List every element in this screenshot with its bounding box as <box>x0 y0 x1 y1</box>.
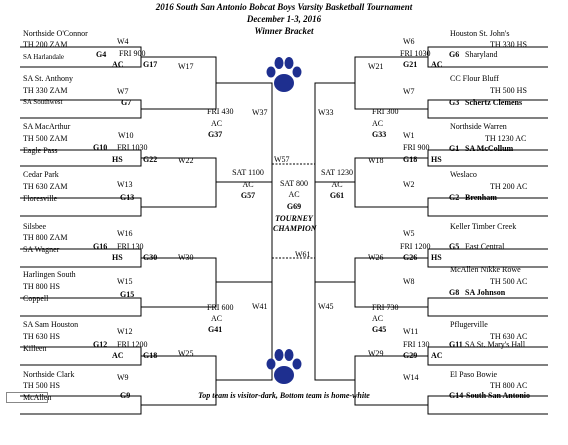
winner-ref: W6 <box>403 37 415 46</box>
team-visitor: Pflugerville <box>450 320 488 329</box>
game-time: TH 200 ZAM <box>23 40 68 49</box>
winner-ref: W9 <box>117 373 129 382</box>
game-time: TH 800 ZAM <box>23 233 68 242</box>
game-number: G11 <box>449 340 463 349</box>
paw-print-icon <box>262 52 306 96</box>
game-number: G6 <box>449 50 460 59</box>
team-home: McAllen <box>23 393 52 402</box>
game-number: G37 <box>208 130 223 139</box>
game-time: FRI 1200 <box>117 340 148 349</box>
game-time: SAT 1230 <box>320 168 354 177</box>
winner-ref: W41 <box>252 302 268 311</box>
team-visitor: Houston St. John's <box>450 29 510 38</box>
game-time: TH 500 HS <box>490 86 527 95</box>
winner-ref: W4 <box>117 37 129 46</box>
game-number: G22 <box>143 155 158 164</box>
team-home: SA Harlandale <box>23 53 65 61</box>
empty-cell <box>6 392 48 403</box>
team-home: SA McCollum <box>465 144 514 153</box>
game-number: G41 <box>208 325 223 334</box>
winner-ref: W57 <box>274 155 290 164</box>
winner-ref: W2 <box>403 180 415 189</box>
game-number: G16 <box>93 242 108 251</box>
venue: HS <box>431 253 442 262</box>
venue: AC <box>431 60 443 69</box>
game-number: G4 <box>96 50 107 59</box>
game-time: TH 500 HS <box>23 381 60 390</box>
game-number: G18 <box>143 351 158 360</box>
venue: HS <box>431 155 442 164</box>
venue: AC <box>112 351 124 360</box>
venue: AC <box>372 314 384 323</box>
game-number: G1 <box>449 144 460 153</box>
winner-ref: W7 <box>403 87 415 96</box>
team-visitor: CC Flour Bluff <box>450 74 499 83</box>
team-home: Brenham <box>465 193 497 202</box>
winner-ref: W33 <box>318 108 334 117</box>
game-number: G3 <box>449 98 460 107</box>
game-number: G9 <box>120 391 131 400</box>
team-home: Coppell <box>23 294 49 303</box>
game-number: G45 <box>372 325 387 334</box>
game-time: FRI 430 <box>207 107 234 116</box>
game-time: TH 630 AC <box>490 332 528 341</box>
venue: AC <box>331 180 343 189</box>
game-time: TH 630 ZAM <box>23 182 68 191</box>
winner-ref: W13 <box>117 180 133 189</box>
game-time: FRI 900 <box>403 143 430 152</box>
venue: AC <box>288 190 300 199</box>
game-time: TH 500 AC <box>490 277 528 286</box>
winner-ref: W61 <box>295 250 311 259</box>
team-visitor: Northside Clark <box>23 370 75 379</box>
tournament-title: 2016 South San Antonio Bobcat Boys Varsity Basketball Tournament <box>155 2 413 12</box>
team-home: Killeen <box>23 344 47 353</box>
team-home: SA Johnson <box>465 288 506 297</box>
team-visitor: Northside O'Connor <box>23 29 88 38</box>
venue: AC <box>112 60 124 69</box>
winner-ref: W15 <box>117 277 133 286</box>
game-time: FRI 900 <box>119 49 146 58</box>
team-visitor: Keller Timber Creek <box>450 222 517 231</box>
winner-ref: W7 <box>117 87 129 96</box>
venue: HS <box>112 253 123 262</box>
winner-ref: W12 <box>117 327 133 336</box>
game-number: G21 <box>403 60 418 69</box>
game-time: TH 200 AC <box>490 182 528 191</box>
team-visitor: Silsbee <box>23 222 47 231</box>
team-home: Sharyland <box>465 50 498 59</box>
game-time: TH 1230 AC <box>485 134 527 143</box>
game-time: FRI 600 <box>207 303 234 312</box>
game-number: G10 <box>93 143 108 152</box>
winner-ref: W37 <box>252 108 268 117</box>
winner-ref: W30 <box>178 253 194 262</box>
game-time: TH 630 HS <box>23 332 60 341</box>
game-number: G30 <box>143 253 158 262</box>
venue: AC <box>211 119 223 128</box>
team-visitor: Weslaco <box>450 170 477 179</box>
team-visitor: Northside Warren <box>450 122 507 131</box>
winner-ref: W22 <box>178 156 194 165</box>
winner-ref: W5 <box>403 229 415 238</box>
winner-ref: W17 <box>178 62 194 71</box>
game-number: G14 <box>449 391 464 400</box>
game-number: G15 <box>120 290 135 299</box>
venue: AC <box>431 351 443 360</box>
team-visitor: SA St. Anthony <box>23 74 74 83</box>
winner-ref: W26 <box>368 253 384 262</box>
team-visitor: Harlingen South <box>23 270 76 279</box>
venue: AC <box>242 180 254 189</box>
tourney-label: TOURNEY <box>275 214 313 223</box>
team-home: Eagle Pass <box>23 146 58 155</box>
winner-ref: W18 <box>368 156 384 165</box>
tournament-dates: December 1-3, 2016 <box>246 14 322 24</box>
winner-ref: W10 <box>118 131 134 140</box>
winner-ref: W21 <box>368 62 384 71</box>
footer-note: Top team is visitor-dark, Bottom team is home-white <box>198 391 370 400</box>
game-time: TH 500 ZAM <box>23 134 68 143</box>
bracket-title: Winner Bracket <box>254 26 314 36</box>
paw-print-icon <box>262 344 306 388</box>
game-time: TH 800 HS <box>23 282 60 291</box>
winner-ref: W45 <box>318 302 334 311</box>
team-visitor: SA Sam Houston <box>23 320 79 329</box>
game-number: G57 <box>240 191 256 200</box>
game-time: FRI 300 <box>372 107 399 116</box>
winner-ref: W25 <box>178 349 194 358</box>
game-time: FRI 1030 <box>400 49 431 58</box>
game-number: G12 <box>93 340 108 349</box>
champion-label: CHAMPION <box>273 224 317 233</box>
team-home: SA Wagner <box>23 245 60 254</box>
game-number: G2 <box>449 193 460 202</box>
game-number: G17 <box>143 60 158 69</box>
game-time: SAT 800 <box>279 179 309 188</box>
venue: AC <box>372 119 384 128</box>
team-home: Floresville <box>23 194 58 203</box>
game-time: SAT 1100 <box>232 168 264 177</box>
venue: AC <box>211 314 223 323</box>
game-time: FRI 130 <box>403 340 430 349</box>
winner-ref: W11 <box>403 327 419 336</box>
game-time: FRI 730 <box>372 303 399 312</box>
team-visitor: El Paso Bowie <box>450 370 498 379</box>
game-number: G69 <box>286 202 302 211</box>
game-number: G13 <box>120 193 135 202</box>
team-home: SA Southwest <box>23 98 63 106</box>
game-time: TH 330 ZAM <box>23 86 68 95</box>
game-number: G29 <box>403 351 418 360</box>
winner-ref: W16 <box>117 229 133 238</box>
winner-ref: W14 <box>403 373 419 382</box>
game-number: G18 <box>403 155 418 164</box>
winner-ref: W1 <box>403 131 415 140</box>
team-visitor: McAllen Nikke Rowe <box>450 265 521 274</box>
game-time: TH 330 HS <box>490 40 527 49</box>
team-visitor: SA MacArthur <box>23 122 71 131</box>
game-number: G8 <box>449 288 460 297</box>
team-home: Schertz Clemens <box>465 98 523 107</box>
venue: HS <box>112 155 123 164</box>
team-visitor: Cedar Park <box>23 170 59 179</box>
game-number: G7 <box>121 98 132 107</box>
team-home: South San Antonio <box>466 391 531 400</box>
game-number: G26 <box>403 253 418 262</box>
winner-ref: W8 <box>403 277 415 286</box>
game-time: FRI 1030 <box>117 143 148 152</box>
game-time: FRI 1200 <box>400 242 431 251</box>
game-number: G5 <box>449 242 460 251</box>
team-home: East Central <box>465 242 505 251</box>
winner-ref: W29 <box>368 349 384 358</box>
game-time: FRI 130 <box>117 242 144 251</box>
game-time: TH 800 AC <box>490 381 528 390</box>
game-number: G61 <box>329 191 345 200</box>
team-home: SA St. Mary's Hall <box>465 340 526 349</box>
game-number: G33 <box>372 130 387 139</box>
